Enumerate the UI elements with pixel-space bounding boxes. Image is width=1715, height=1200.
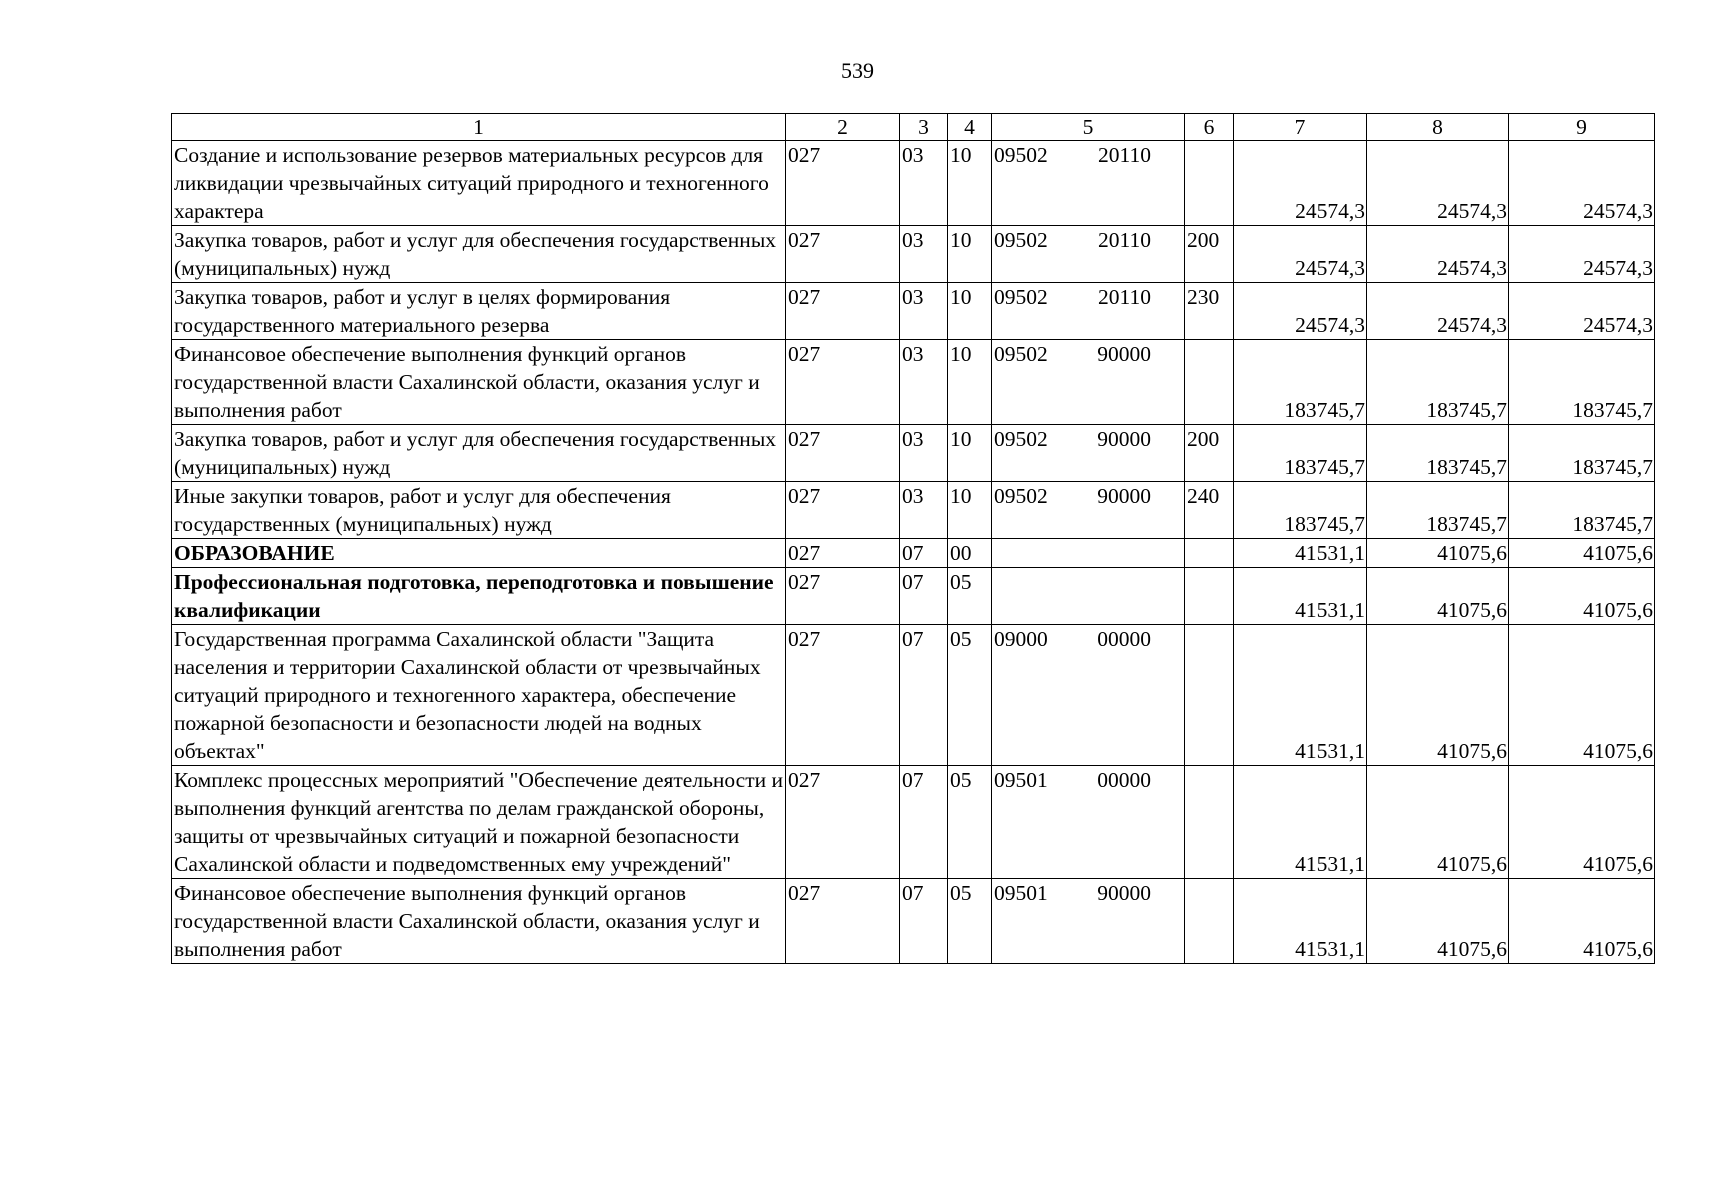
row-code-4: 10: [948, 340, 992, 425]
row-code-5: [992, 425, 1185, 482]
row-code-3: 03: [900, 340, 948, 425]
column-header: 7: [1234, 114, 1367, 141]
row-code-5a: 09502: [994, 143, 1048, 167]
column-header: 6: [1185, 114, 1234, 141]
row-value-8: 24574,3: [1367, 226, 1509, 283]
row-value-9: 24574,3: [1509, 141, 1655, 226]
row-code-5: [992, 879, 1185, 964]
row-value-7: 41531,1: [1234, 568, 1367, 625]
row-code-5b: 00000: [1097, 768, 1151, 792]
row-code-5b: 20110: [1098, 228, 1151, 252]
row-value-9: 41075,6: [1509, 625, 1655, 766]
row-value-9: 41075,6: [1509, 766, 1655, 879]
row-code-5a: 09502: [994, 427, 1048, 451]
row-code-5b: 90000: [1097, 484, 1151, 508]
row-name: Комплекс процессных мероприятий "Обеспечение деятельности и выполнения функций агентства по делам гражданской обороны, защиты от чрезвычайных ситуаций и пожарной безопасности Сахалинской области и подведомственных ему учреждений": [172, 766, 786, 879]
row-code-4: 00: [948, 539, 992, 568]
row-code-3: 07: [900, 879, 948, 964]
row-value-7: 24574,3: [1234, 283, 1367, 340]
header-row: [172, 114, 1655, 141]
row-value-7: 41531,1: [1234, 539, 1367, 568]
budget-table: [171, 113, 1655, 964]
column-header: 5: [992, 114, 1185, 141]
table-row: [172, 539, 1655, 568]
column-header: 8: [1367, 114, 1509, 141]
row-name: ОБРАЗОВАНИЕ: [172, 539, 786, 568]
table-row: [172, 766, 1655, 879]
row-code-6: 240: [1185, 482, 1234, 539]
row-code-2: 027: [786, 283, 900, 340]
row-name: Иные закупки товаров, работ и услуг для обеспечения государственных (муниципальных) нужд: [172, 482, 786, 539]
row-code-3: 07: [900, 766, 948, 879]
row-value-8: 183745,7: [1367, 425, 1509, 482]
row-code-5b: 90000: [1097, 427, 1151, 451]
table-row: [172, 340, 1655, 425]
row-value-7: 41531,1: [1234, 625, 1367, 766]
table-row: [172, 283, 1655, 340]
row-code-2: 027: [786, 340, 900, 425]
row-value-8: 41075,6: [1367, 766, 1509, 879]
row-code-2: 027: [786, 625, 900, 766]
table-row: [172, 625, 1655, 766]
row-value-7: 24574,3: [1234, 141, 1367, 226]
row-value-9: 24574,3: [1509, 283, 1655, 340]
row-code-6: [1185, 879, 1234, 964]
row-value-7: 183745,7: [1234, 482, 1367, 539]
row-code-6: 200: [1185, 425, 1234, 482]
row-code-2: 027: [786, 539, 900, 568]
row-code-5: [992, 141, 1185, 226]
row-code-5b: 00000: [1097, 627, 1151, 651]
row-code-3: 03: [900, 425, 948, 482]
row-code-5b: 90000: [1097, 881, 1151, 905]
table-row: [172, 226, 1655, 283]
row-code-2: 027: [786, 879, 900, 964]
row-code-2: 027: [786, 482, 900, 539]
row-value-7: 183745,7: [1234, 425, 1367, 482]
table-row: [172, 568, 1655, 625]
row-code-2: 027: [786, 425, 900, 482]
row-code-4: 05: [948, 625, 992, 766]
row-value-8: 41075,6: [1367, 879, 1509, 964]
row-code-5: [992, 568, 1185, 625]
page-number: 539: [841, 58, 874, 83]
row-value-8: 24574,3: [1367, 283, 1509, 340]
row-code-4: 05: [948, 568, 992, 625]
row-name: Финансовое обеспечение выполнения функций органов государственной власти Сахалинской области, оказания услуг и выполнения работ: [172, 340, 786, 425]
row-code-4: 05: [948, 766, 992, 879]
row-code-5: [992, 766, 1185, 879]
row-name: Закупка товаров, работ и услуг для обеспечения государственных (муниципальных) нужд: [172, 226, 786, 283]
row-code-3: 03: [900, 482, 948, 539]
row-code-4: 10: [948, 425, 992, 482]
row-code-5: [992, 226, 1185, 283]
row-value-9: 183745,7: [1509, 482, 1655, 539]
row-code-5a: 09501: [994, 881, 1048, 905]
row-code-6: [1185, 766, 1234, 879]
table-row: [172, 425, 1655, 482]
row-code-3: 03: [900, 226, 948, 283]
row-code-3: 03: [900, 283, 948, 340]
row-value-9: 183745,7: [1509, 340, 1655, 425]
row-name: Профессиональная подготовка, переподготовка и повышение квалификации: [172, 568, 786, 625]
column-header: 9: [1509, 114, 1655, 141]
row-code-5b: 20110: [1098, 285, 1151, 309]
row-code-6: [1185, 625, 1234, 766]
row-value-7: 183745,7: [1234, 340, 1367, 425]
row-code-5: [992, 482, 1185, 539]
row-value-7: 41531,1: [1234, 766, 1367, 879]
row-name: Создание и использование резервов материальных ресурсов для ликвидации чрезвычайных ситуаций природного и техногенного характера: [172, 141, 786, 226]
row-code-4: 10: [948, 283, 992, 340]
row-code-5: [992, 283, 1185, 340]
row-value-9: 41075,6: [1509, 539, 1655, 568]
row-code-6: 200: [1185, 226, 1234, 283]
row-value-8: 41075,6: [1367, 539, 1509, 568]
row-code-5: [992, 539, 1185, 568]
row-value-9: 24574,3: [1509, 226, 1655, 283]
row-value-8: 24574,3: [1367, 141, 1509, 226]
row-value-7: 24574,3: [1234, 226, 1367, 283]
table-row: [172, 482, 1655, 539]
row-code-5b: 20110: [1098, 143, 1151, 167]
row-value-9: 41075,6: [1509, 568, 1655, 625]
column-header: 3: [900, 114, 948, 141]
row-code-6: [1185, 539, 1234, 568]
row-code-5a: 09502: [994, 285, 1048, 309]
row-code-3: 07: [900, 625, 948, 766]
row-code-6: [1185, 340, 1234, 425]
column-header: 4: [948, 114, 992, 141]
column-header: 2: [786, 114, 900, 141]
table-body: [172, 141, 1655, 964]
row-code-2: 027: [786, 766, 900, 879]
row-code-3: 07: [900, 568, 948, 625]
row-value-8: 183745,7: [1367, 340, 1509, 425]
row-name: Закупка товаров, работ и услуг в целях формирования государственного материального резерва: [172, 283, 786, 340]
row-code-5: [992, 340, 1185, 425]
row-code-2: 027: [786, 226, 900, 283]
row-code-5: [992, 625, 1185, 766]
row-code-4: 10: [948, 482, 992, 539]
row-code-5a: 09502: [994, 342, 1048, 366]
row-code-6: 230: [1185, 283, 1234, 340]
row-code-5a: 09502: [994, 484, 1048, 508]
row-code-3: 07: [900, 539, 948, 568]
table-row: [172, 141, 1655, 226]
row-value-9: 183745,7: [1509, 425, 1655, 482]
row-code-4: 10: [948, 141, 992, 226]
column-header: 1: [172, 114, 786, 141]
row-code-6: [1185, 568, 1234, 625]
row-code-5a: 09501: [994, 768, 1048, 792]
row-code-5a: 09502: [994, 228, 1048, 252]
row-code-2: 027: [786, 568, 900, 625]
row-value-8: 41075,6: [1367, 568, 1509, 625]
row-name: Финансовое обеспечение выполнения функций органов государственной власти Сахалинской области, оказания услуг и выполнения работ: [172, 879, 786, 964]
row-code-4: 10: [948, 226, 992, 283]
row-code-2: 027: [786, 141, 900, 226]
row-name: Государственная программа Сахалинской области "Защита населения и территории Сахалинской области от чрезвычайных ситуаций природного и техногенного характера, обеспечение пожарной безопасности и безопасности людей на водных объектах": [172, 625, 786, 766]
table-row: [172, 879, 1655, 964]
row-code-3: 03: [900, 141, 948, 226]
row-code-4: 05: [948, 879, 992, 964]
row-code-5a: 09000: [994, 627, 1048, 651]
row-value-9: 41075,6: [1509, 879, 1655, 964]
row-value-7: 41531,1: [1234, 879, 1367, 964]
row-value-8: 41075,6: [1367, 625, 1509, 766]
row-name: Закупка товаров, работ и услуг для обеспечения государственных (муниципальных) нужд: [172, 425, 786, 482]
row-code-6: [1185, 141, 1234, 226]
row-value-8: 183745,7: [1367, 482, 1509, 539]
row-code-5b: 90000: [1097, 342, 1151, 366]
